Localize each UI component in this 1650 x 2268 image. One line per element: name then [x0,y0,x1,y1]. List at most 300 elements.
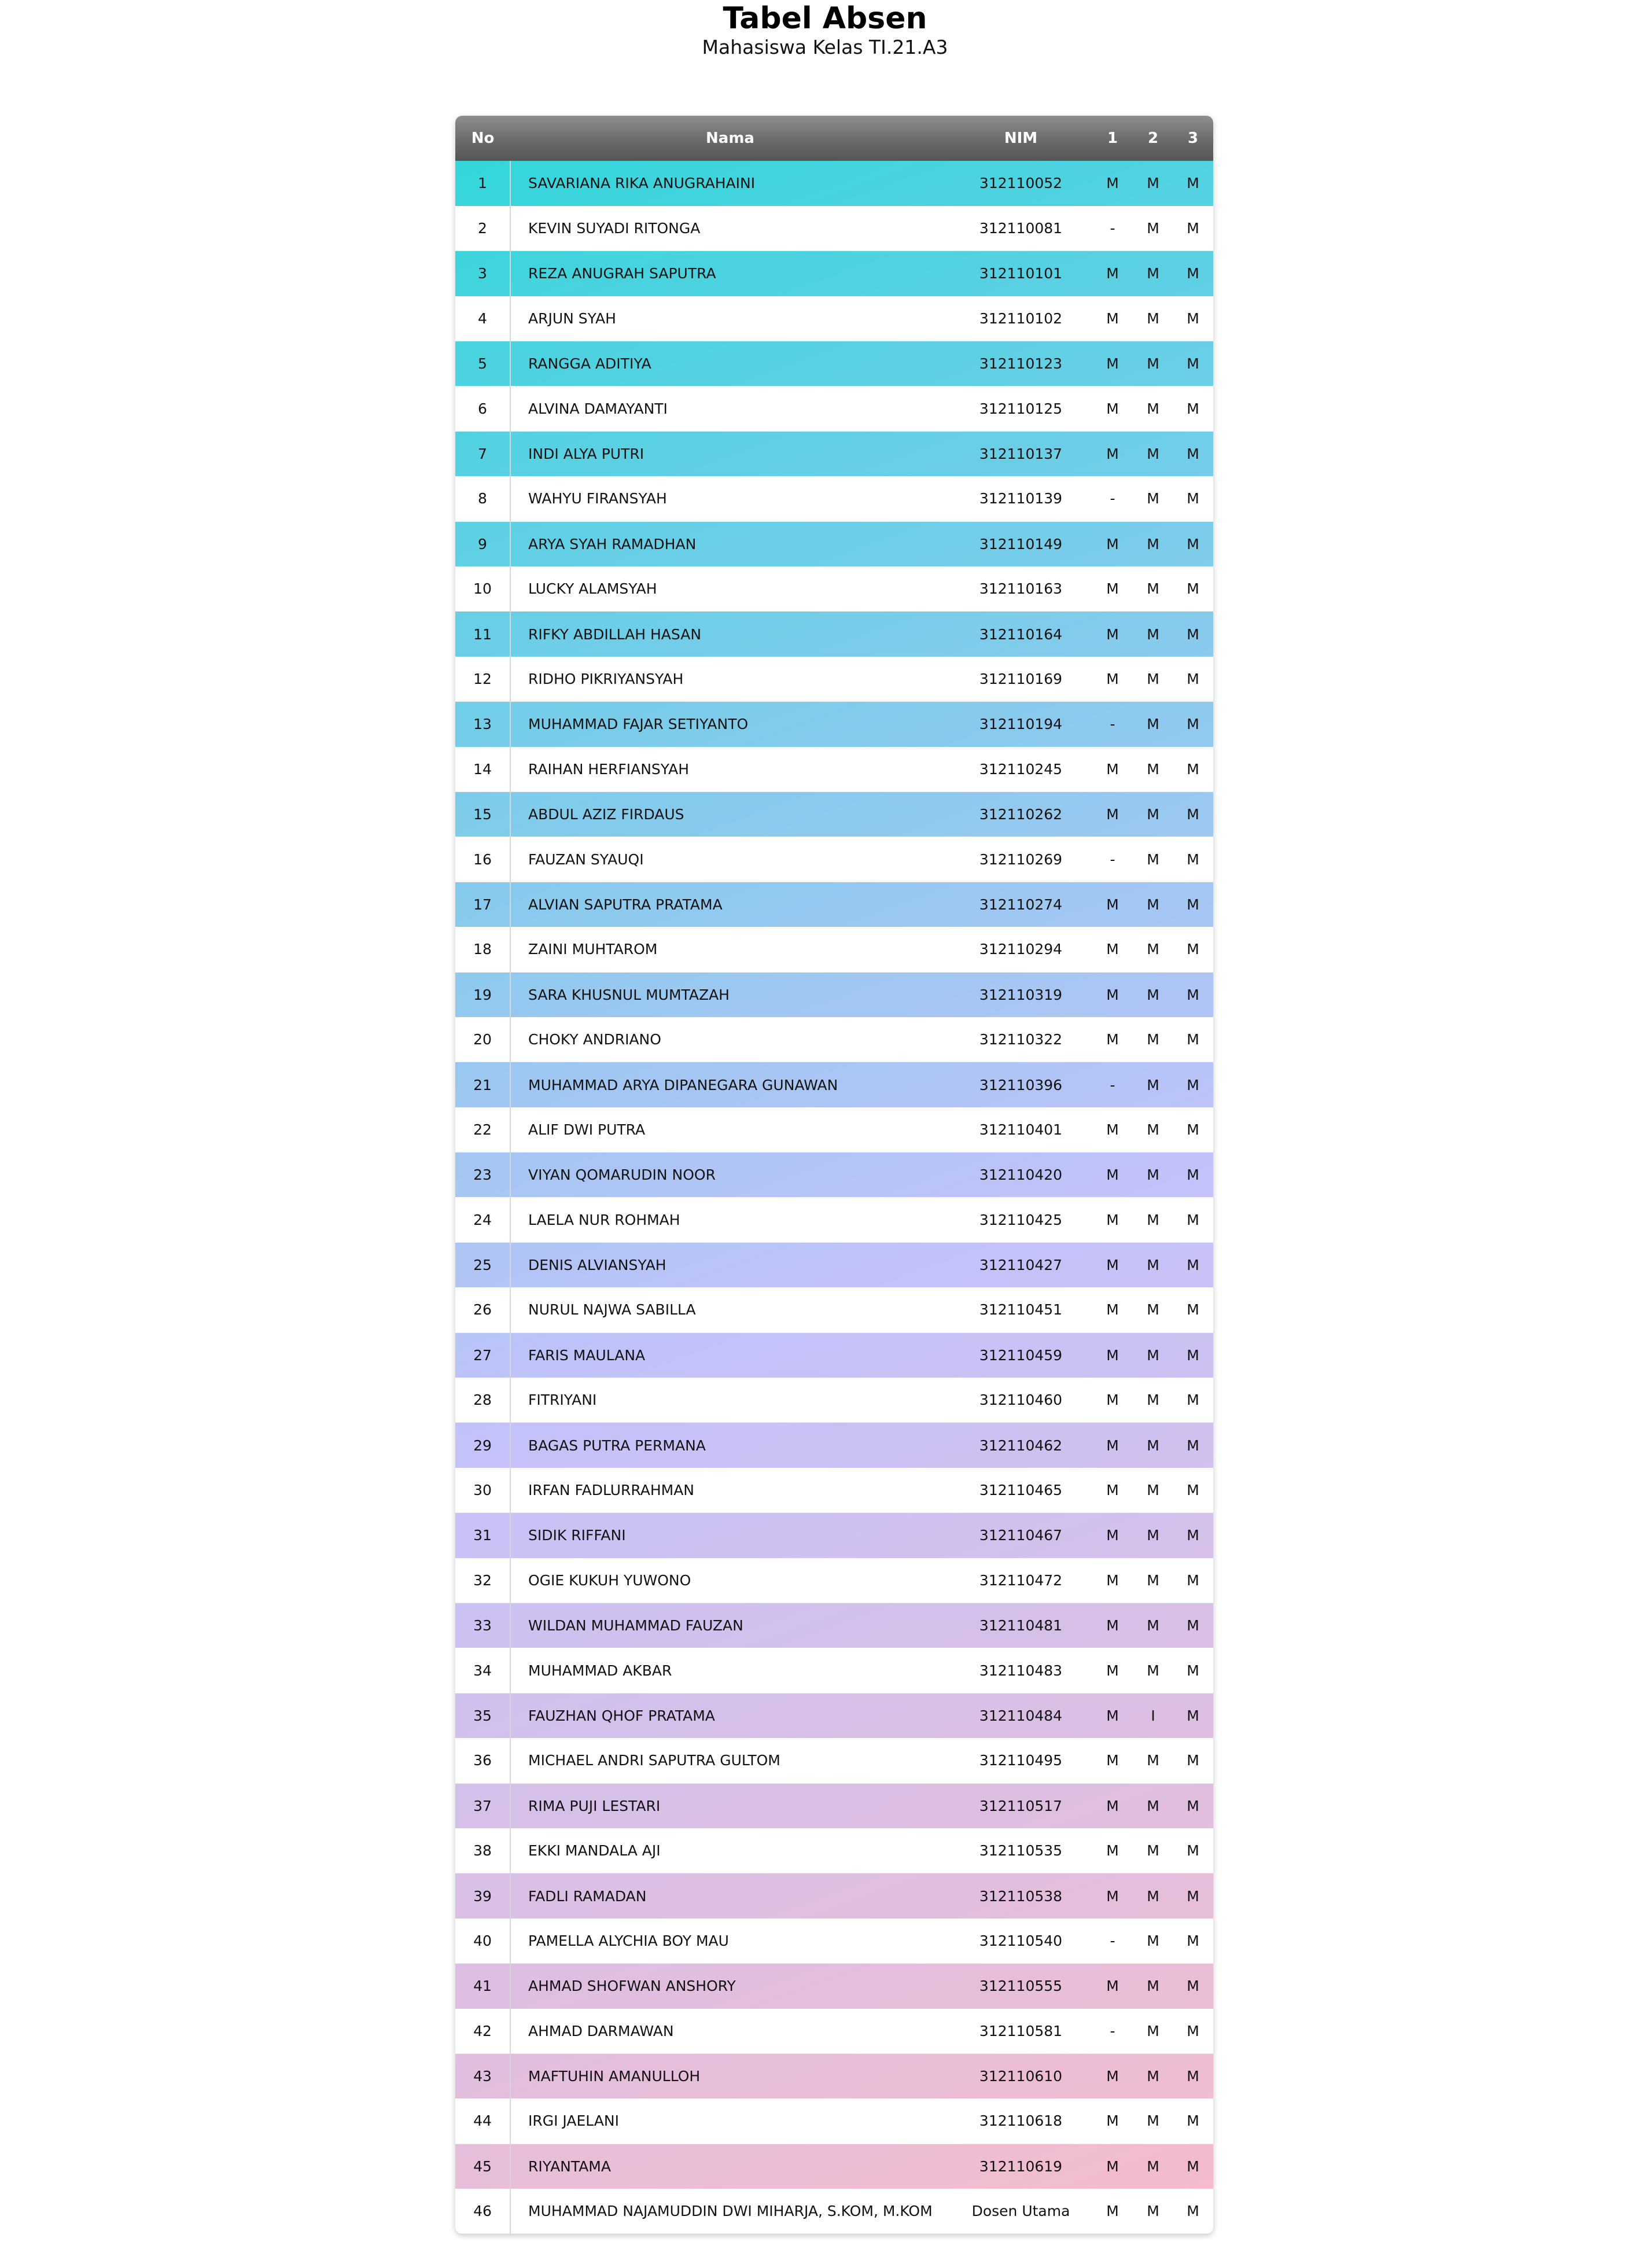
cell-nama: KEVIN SUYADI RITONGA [510,206,950,251]
table-row [455,1423,1213,1468]
cell-no: 14 [455,747,510,792]
cell-session-2: M [1147,1166,1159,1184]
cell-session-1: M [1106,986,1119,1003]
cell-nim: 312110420 [979,1166,1063,1184]
cell-session-3: M [1187,1257,1199,1274]
cell-nim: 312110269 [950,837,1092,882]
cell-session-2: M [1133,1648,1173,1693]
cell-session-1: - [1092,837,1133,882]
cell-session-1: M [1106,2157,1119,2175]
cell-session-2: M [1133,1378,1173,1423]
table-row [455,296,1213,341]
cell-session-2: M [1147,625,1159,643]
page-subtitle: Mahasiswa Kelas TI.21.A3 [702,36,948,58]
table-row [455,1197,1213,1242]
table-row [455,1017,1213,1062]
table-row [455,927,1213,972]
header-session-1: 1 [1107,130,1118,147]
cell-session-2: M [1147,1437,1159,1454]
cell-session-1: M [1092,1738,1133,1783]
cell-no: 26 [455,1287,510,1332]
cell-session-3: M [1187,535,1199,553]
cell-no: 3 [455,251,510,296]
cell-session-3: M [1187,896,1199,913]
cell-session-1: M [1106,1617,1119,1634]
table-header-row [455,116,1213,161]
cell-no: 5 [455,341,510,386]
cell-session-2: M [1133,2098,1173,2144]
cell-session-2: M [1133,386,1173,431]
cell-session-1: M [1106,1346,1119,1364]
cell-session-1: M [1092,1468,1133,1513]
cell-session-3: M [1187,175,1199,192]
cell-nama: ALIF DWI PUTRA [510,1107,950,1153]
cell-no: 45 [455,2144,510,2189]
cell-no: 28 [455,1378,510,1423]
cell-nama: RIFKY ABDILLAH HASAN [528,625,702,643]
cell-session-3: M [1173,1107,1213,1153]
cell-session-1: M [1106,535,1119,553]
cell-nim: 312110425 [950,1197,1092,1242]
cell-session-2: M [1133,296,1173,341]
cell-session-1: M [1092,2098,1133,2144]
header-nama: Nama [706,130,754,147]
cell-session-1: M [1106,1707,1119,1724]
cell-session-1: M [1092,1197,1133,1242]
cell-session-3: M [1187,1978,1199,1995]
cell-no: 40 [455,1919,510,1964]
table-row [455,1603,1213,1648]
cell-no: 37 [455,1783,510,1828]
table-row [455,837,1213,882]
table-row [455,476,1213,521]
cell-session-1: M [1092,566,1133,612]
cell-session-1: M [1106,896,1119,913]
cell-no: 42 [455,2009,510,2054]
cell-session-3: M [1187,1887,1199,1905]
table-row [455,1964,1213,2009]
cell-session-3: M [1187,1617,1199,1634]
cell-no: 22 [455,1107,510,1153]
cell-session-1: M [1092,1017,1133,1062]
cell-nim: 312110467 [979,1527,1063,1544]
table-row [455,1693,1213,1738]
cell-session-1: M [1092,1558,1133,1603]
cell-nim: 312110081 [950,206,1092,251]
table-row [455,386,1213,431]
table-row [455,1919,1213,1964]
cell-session-3: M [1187,625,1199,643]
cell-session-1: M [1092,927,1133,972]
table-row [455,1558,1213,1603]
cell-session-2: M [1147,265,1159,282]
cell-nama: MUHAMMAD NAJAMUDDIN DWI MIHARJA, S.KOM, M.KOM [510,2189,950,2234]
cell-nim: 312110294 [950,927,1092,972]
table-row [455,1062,1213,1107]
cell-session-3: M [1173,206,1213,251]
cell-no: 29 [455,1423,510,1468]
cell-session-1: M [1106,625,1119,643]
cell-session-2: M [1133,1287,1173,1332]
cell-session-2: M [1133,2189,1173,2234]
cell-session-1: - [1110,1076,1115,1094]
cell-session-1: M [1106,265,1119,282]
cell-no: 44 [455,2098,510,2144]
cell-session-2: M [1147,2068,1159,2085]
cell-nim: 312110125 [950,386,1092,431]
cell-session-2: M [1147,716,1159,733]
cell-nim: 312110052 [979,175,1063,192]
cell-session-3: M [1173,2098,1213,2144]
table-row [455,161,1213,206]
cell-no: 35 [455,1693,510,1738]
cell-nama: FARIS MAULANA [528,1346,646,1364]
table-row [455,1648,1213,1693]
cell-no: 8 [455,476,510,521]
cell-session-1: M [1106,1166,1119,1184]
cell-session-2: M [1133,566,1173,612]
cell-no: 21 [455,1062,510,1107]
cell-nama: VIYAN QOMARUDIN NOOR [528,1166,716,1184]
cell-nama: FAUZAN SYAUQI [510,837,950,882]
cell-nim: 312110472 [950,1558,1092,1603]
cell-nama: LUCKY ALAMSYAH [510,566,950,612]
cell-session-3: M [1173,657,1213,702]
cell-nama: FITRIYANI [510,1378,950,1423]
cell-session-2: M [1133,1919,1173,1964]
header-session-3: 3 [1187,130,1199,147]
cell-session-2: M [1147,355,1159,373]
cell-no: 34 [455,1648,510,1693]
cell-nim: 312110459 [979,1346,1063,1364]
cell-no: 12 [455,657,510,702]
cell-session-3: M [1173,566,1213,612]
cell-nim: 312110262 [979,806,1063,823]
cell-nama: SIDIK RIFFANI [528,1527,626,1544]
cell-nim: 312110538 [979,1887,1063,1905]
table-row [455,882,1213,927]
cell-session-1: M [1092,747,1133,792]
cell-session-1: M [1106,2068,1119,2085]
table-row [455,702,1213,747]
cell-session-1: M [1106,1978,1119,1995]
cell-nim: 312110483 [950,1648,1092,1693]
cell-session-2: M [1147,1887,1159,1905]
cell-nim: 312110163 [950,566,1092,612]
cell-no: 23 [455,1153,510,1198]
cell-nama: DENIS ALVIANSYAH [528,1257,666,1274]
cell-nama: INDI ALYA PUTRI [528,446,644,463]
cell-no: 9 [455,521,510,566]
cell-nama: ZAINI MUHTAROM [510,927,950,972]
cell-nim: 312110460 [950,1378,1092,1423]
cell-nama: WILDAN MUHAMMAD FAUZAN [528,1617,743,1634]
cell-session-3: M [1173,1378,1213,1423]
cell-session-2: M [1147,175,1159,192]
cell-session-3: M [1187,1707,1199,1724]
cell-no: 46 [455,2189,510,2234]
cell-nim: 312110495 [950,1738,1092,1783]
cell-no: 13 [455,702,510,747]
cell-nim: 312110481 [979,1617,1063,1634]
cell-session-1: - [1092,476,1133,521]
cell-session-1: M [1092,657,1133,702]
cell-session-1: M [1106,175,1119,192]
cell-nim: 312110462 [979,1437,1063,1454]
cell-nim: 312110274 [979,896,1063,913]
cell-nim: Dosen Utama [950,2189,1092,2234]
cell-session-2: M [1147,896,1159,913]
cell-no: 41 [455,1964,510,2009]
cell-no: 1 [455,161,510,206]
cell-nama: FAUZHAN QHOF PRATAMA [528,1707,715,1724]
cell-session-3: M [1187,1797,1199,1814]
table-row [455,2189,1213,2234]
cell-session-3: M [1173,1558,1213,1603]
cell-session-2: M [1147,2157,1159,2175]
cell-nim: 312110535 [950,1828,1092,1873]
cell-session-3: M [1173,386,1213,431]
table-row [455,1873,1213,1919]
table-row [455,341,1213,386]
table-body [455,161,1213,2234]
cell-nama: ABDUL AZIZ FIRDAUS [528,806,684,823]
cell-nama: IRGI JAELANI [510,2098,950,2144]
cell-session-2: M [1147,1076,1159,1094]
cell-session-2: M [1133,657,1173,702]
table-row [455,431,1213,476]
cell-nim: 312110517 [979,1797,1063,1814]
cell-nim: 312110101 [979,265,1063,282]
table-row [455,1828,1213,1873]
cell-session-3: M [1173,1017,1213,1062]
cell-session-3: M [1187,1527,1199,1544]
cell-session-3: M [1187,1166,1199,1184]
cell-session-3: M [1187,1437,1199,1454]
cell-no: 10 [455,566,510,612]
cell-session-3: M [1187,446,1199,463]
cell-session-1: - [1110,716,1115,733]
cell-nim: 312110139 [950,476,1092,521]
table-row [455,2144,1213,2189]
cell-nim: 312110245 [950,747,1092,792]
cell-nama: MUHAMMAD AKBAR [510,1648,950,1693]
cell-session-1: M [1106,1797,1119,1814]
cell-nim: 312110123 [979,355,1063,373]
cell-nim: 312110465 [950,1468,1092,1513]
cell-session-3: M [1173,2189,1213,2234]
cell-nama: ALVIAN SAPUTRA PRATAMA [528,896,723,913]
cell-nama: MAFTUHIN AMANULLOH [528,2068,701,2085]
cell-nim: 312110322 [950,1017,1092,1062]
cell-session-2: M [1147,1527,1159,1544]
cell-nama: EKKI MANDALA AJI [510,1828,950,1873]
cell-no: 2 [455,206,510,251]
cell-nim: 312110164 [979,625,1063,643]
cell-nama: LAELA NUR ROHMAH [510,1197,950,1242]
cell-nama: IRFAN FADLURRAHMAN [510,1468,950,1513]
cell-session-3: M [1173,1648,1213,1693]
cell-session-1: M [1106,1257,1119,1274]
cell-session-1: M [1092,1648,1133,1693]
cell-session-2: M [1133,1738,1173,1783]
cell-nim: 312110619 [979,2157,1063,2175]
cell-session-3: M [1187,806,1199,823]
table-row [455,1738,1213,1783]
cell-session-3: M [1187,1076,1199,1094]
cell-nim: 312110396 [979,1076,1063,1094]
cell-no: 11 [455,612,510,657]
table-row [455,657,1213,702]
table-row [455,566,1213,612]
table-row [455,1153,1213,1198]
table-row [455,1332,1213,1378]
cell-nama: MUHAMMAD FAJAR SETIYANTO [528,716,749,733]
table-row [455,1513,1213,1558]
cell-session-2: M [1147,806,1159,823]
cell-no: 25 [455,1242,510,1287]
cell-nim: 312110169 [950,657,1092,702]
cell-no: 17 [455,882,510,927]
cell-session-2: M [1133,1828,1173,1873]
cell-session-2: M [1147,986,1159,1003]
cell-nama: ARJUN SYAH [510,296,950,341]
cell-session-1: M [1092,386,1133,431]
cell-nim: 312110540 [950,1919,1092,1964]
cell-session-2: M [1147,1346,1159,1364]
table-row [455,251,1213,296]
page-header [0,0,1650,59]
cell-session-3: M [1187,1346,1199,1364]
table-row [455,1468,1213,1513]
cell-session-1: M [1106,1437,1119,1454]
cell-nama: NURUL NAJWA SABILLA [510,1287,950,1332]
table-row [455,206,1213,251]
cell-session-1: M [1092,1107,1133,1153]
cell-no: 15 [455,791,510,837]
table-row [455,2098,1213,2144]
cell-session-1: M [1092,1828,1133,1873]
cell-nama: RIMA PUJI LESTARI [528,1797,661,1814]
cell-no: 39 [455,1873,510,1919]
cell-nim: 312110555 [979,1978,1063,1995]
cell-no: 31 [455,1513,510,1558]
cell-nama: ALVINA DAMAYANTI [510,386,950,431]
cell-session-3: M [1173,1468,1213,1513]
cell-session-3: M [1187,265,1199,282]
cell-session-2: M [1147,446,1159,463]
cell-session-3: M [1173,2009,1213,2054]
cell-session-3: M [1173,1919,1213,1964]
cell-no: 36 [455,1738,510,1783]
cell-session-2: M [1133,927,1173,972]
cell-nim: 312110149 [979,535,1063,553]
cell-session-2: M [1133,206,1173,251]
cell-session-1: M [1106,1887,1119,1905]
cell-nama: OGIE KUKUH YUWONO [510,1558,950,1603]
cell-nama: MUHAMMAD ARYA DIPANEGARA GUNAWAN [528,1076,838,1094]
cell-session-1: - [1092,2009,1133,2054]
cell-no: 6 [455,386,510,431]
cell-nama: AHMAD SHOFWAN ANSHORY [528,1978,736,1995]
cell-nama: ARYA SYAH RAMADHAN [528,535,697,553]
cell-session-3: M [1187,355,1199,373]
cell-session-1: M [1106,355,1119,373]
table-row [455,1287,1213,1332]
cell-nama: RIYANTAMA [528,2157,611,2175]
cell-nama: FADLI RAMADAN [528,1887,647,1905]
table-row [455,1242,1213,1287]
cell-nim: 312110194 [979,716,1063,733]
cell-nim: 312110581 [950,2009,1092,2054]
cell-session-2: M [1133,2009,1173,2054]
cell-session-2: M [1133,1468,1173,1513]
table-row [455,1783,1213,1828]
table-row [455,791,1213,837]
table-row [455,1378,1213,1423]
cell-no: 19 [455,972,510,1017]
cell-no: 43 [455,2053,510,2098]
cell-nim: 312110427 [979,1257,1063,1274]
cell-session-3: M [1173,476,1213,521]
cell-no: 30 [455,1468,510,1513]
cell-session-2: M [1147,1257,1159,1274]
cell-no: 27 [455,1332,510,1378]
cell-nim: 312110319 [979,986,1063,1003]
cell-session-3: M [1173,837,1213,882]
cell-nama: SAVARIANA RIKA ANUGRAHAINI [528,175,756,192]
table-row [455,612,1213,657]
cell-no: 7 [455,431,510,476]
cell-nama: BAGAS PUTRA PERMANA [528,1437,706,1454]
cell-session-1: M [1106,806,1119,823]
cell-session-3: M [1173,927,1213,972]
cell-session-2: M [1133,1107,1173,1153]
cell-nama: PAMELLA ALYCHIA BOY MAU [510,1919,950,1964]
cell-session-2: M [1133,837,1173,882]
table-row [455,2009,1213,2054]
cell-nama: RIDHO PIKRIYANSYAH [510,657,950,702]
cell-session-2: M [1147,535,1159,553]
cell-nama: CHOKY ANDRIANO [510,1017,950,1062]
cell-nim: 312110137 [979,446,1063,463]
cell-session-3: M [1187,2157,1199,2175]
header-nim: NIM [1004,130,1038,147]
cell-session-3: M [1187,716,1199,733]
cell-nama: RAIHAN HERFIANSYAH [510,747,950,792]
cell-nama: REZA ANUGRAH SAPUTRA [528,265,716,282]
cell-session-1: - [1092,1919,1133,1964]
cell-no: 18 [455,927,510,972]
cell-session-3: M [1187,2068,1199,2085]
attendance-table-container [455,116,1213,2234]
table-row [455,972,1213,1017]
cell-session-2: I [1151,1707,1155,1724]
table-row [455,747,1213,792]
cell-no: 16 [455,837,510,882]
cell-session-2: M [1147,1617,1159,1634]
cell-session-3: M [1173,747,1213,792]
cell-session-3: M [1187,986,1199,1003]
cell-session-3: M [1173,1738,1213,1783]
cell-session-1: M [1092,296,1133,341]
cell-nim: 312110618 [950,2098,1092,2144]
cell-nim: 312110401 [950,1107,1092,1153]
cell-session-2: M [1133,747,1173,792]
attendance-table [455,116,1213,2234]
cell-session-2: M [1133,476,1173,521]
header-session-2: 2 [1147,130,1159,147]
